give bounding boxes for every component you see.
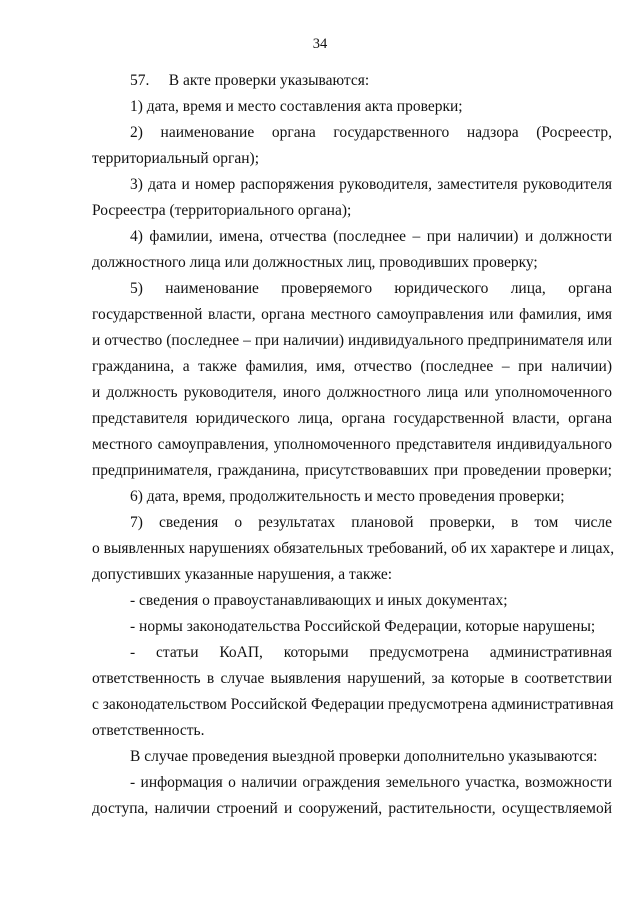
- item-3-line-2: Росреестра (территориального органа);: [92, 202, 352, 219]
- item-4-line-1: 4) фамилии, имена, отчества (последнее – при наличии) и должности: [130, 228, 612, 245]
- item-7-line-2: о выявленных нарушениях обязательных требований, об их характере и лицах,: [92, 540, 615, 557]
- bullet-koap-line-1: - статьи КоАП, которыми предусмотрена административная: [130, 644, 612, 661]
- page-number: 34: [312, 36, 328, 52]
- item-5-line-3: и отчество (последнее – при наличии) индивидуального предпринимателя или: [92, 332, 612, 349]
- item-5-line-6: представителя юридического лица, органа государственной власти, органа: [92, 410, 612, 427]
- bullet-koap-line-2: ответственность в случае выявления нарушений, за которые в соответствии: [92, 670, 612, 687]
- item-5-line-5: и должность руководителя, иного должностного лица или уполномоченного: [92, 384, 612, 401]
- bullet-fence-line-2: доступа, наличии строений и сооружений, растительности, осуществляемой: [92, 800, 612, 817]
- item-3-line-1: 3) дата и номер распоряжения руководителя, заместителя руководителя: [130, 176, 612, 193]
- field-inspection-intro: В случае проведения выездной проверки дополнительно указываются:: [130, 748, 598, 765]
- item-5-line-4: гражданина, а также фамилия, имя, отчество (последнее – при наличии): [92, 358, 612, 375]
- item-1: 1) дата, время и место составления акта проверки;: [130, 98, 463, 115]
- item-7-line-3: допустивших указанные нарушения, а также:: [92, 566, 393, 583]
- bullet-documents: - сведения о правоустанавливающих и иных документах;: [130, 592, 508, 609]
- item-7-line-1: 7) сведения о результатах плановой проверки, в том числе: [130, 514, 612, 531]
- bullet-koap-line-4: ответственность.: [92, 722, 205, 739]
- item-5-line-1: 5) наименование проверяемого юридического лица, органа: [130, 280, 612, 297]
- item-5-line-2: государственной власти, органа местного самоуправления или фамилия, имя: [92, 306, 612, 323]
- item-5-line-7: местного самоуправления, уполномоченного представителя индивидуального: [92, 436, 612, 453]
- item-2-line-1: 2) наименование органа государственного надзора (Росреестр,: [130, 124, 612, 141]
- item-6: 6) дата, время, продолжительность и место проведения проверки;: [130, 488, 565, 505]
- bullet-koap-line-3: с законодательством Российской Федерации предусмотрена административная: [92, 696, 614, 713]
- item-5-line-8: предпринимателя, гражданина, присутствовавших при проведении проверки;: [92, 462, 612, 479]
- bullet-fence-line-1: - информация о наличии ограждения земельного участка, возможности: [130, 774, 612, 791]
- item-57-heading: 57. В акте проверки указываются:: [130, 72, 370, 89]
- item-2-line-2: территориальный орган);: [92, 150, 260, 167]
- item-4-line-2: должностного лица или должностных лиц, проводивших проверку;: [92, 254, 538, 271]
- bullet-legislation: - нормы законодательства Российской Федерации, которые нарушены;: [130, 618, 596, 635]
